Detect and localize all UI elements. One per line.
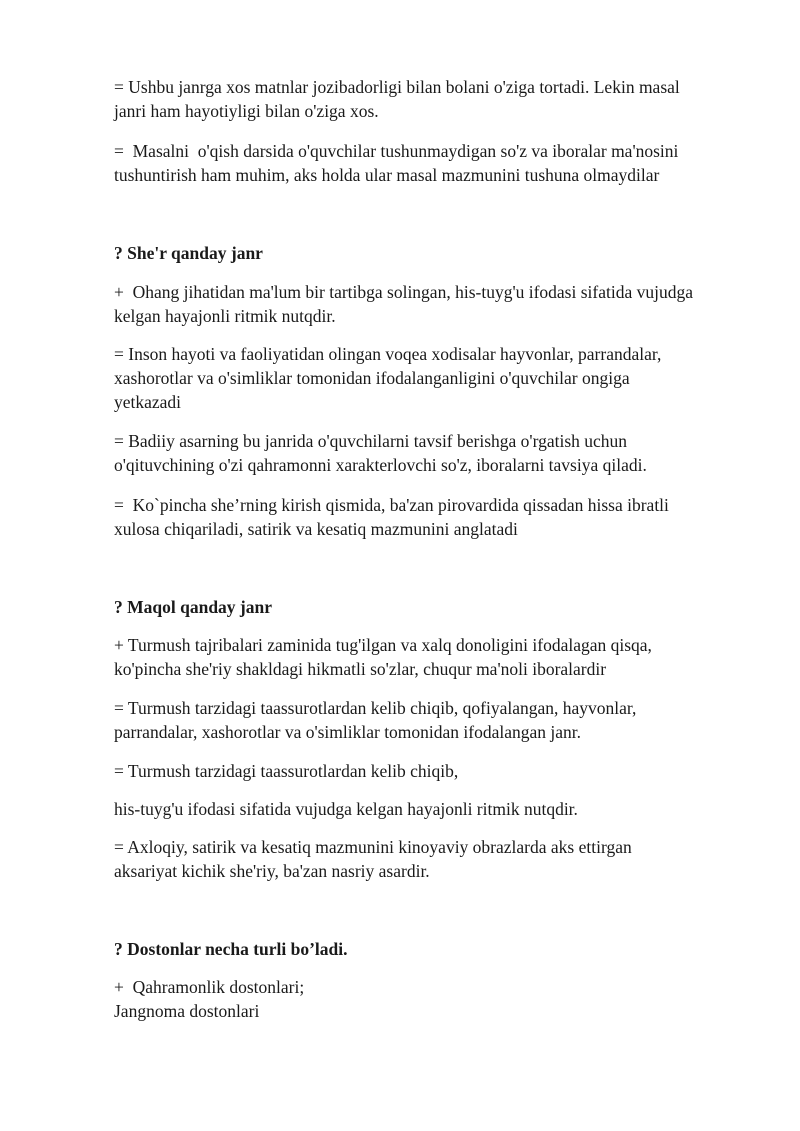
- text-line: yetkazadi: [114, 392, 182, 412]
- text-line: = Axloqiy, satirik va kesatiq mazmunini kinoyaviy obrazlarda aks ettirgan: [114, 837, 632, 857]
- answer-option: [114, 139, 754, 187]
- text-line: = Masalni o'qish darsida o'quvchilar tushunmaydigan so'z va iboralar ma'nosini: [114, 141, 679, 161]
- text-line: ko'pincha she'riy shakldagi hikmatli so'zlar, chuqur ma'noli iboralardir: [114, 659, 607, 679]
- text-line: = Turmush tarzidagi taassurotlardan kelib chiqib,: [114, 761, 459, 781]
- question-text: ? Maqol qanday janr: [114, 597, 273, 617]
- question-text: ? She'r qanday janr: [114, 243, 263, 263]
- answer-option-correct: [114, 633, 754, 681]
- answer-option-correct: [114, 280, 754, 328]
- answer-option-correct: [114, 975, 754, 1023]
- text-line: + Ohang jihatidan ma'lum bir tartibga solingan, his-tuyg'u ifodasi sifatida vujudga: [114, 282, 693, 302]
- text-line: his-tuyg'u ifodasi sifatida vujudga kelgan hayajonli ritmik nutqdir.: [114, 799, 578, 819]
- answer-option: [114, 429, 754, 477]
- question-text: ? Dostonlar necha turli bo’ladi.: [114, 939, 348, 959]
- text-line: xulosa chiqariladi, satirik va kesatiq mazmunini anglatadi: [114, 519, 518, 539]
- answer-continuation: [114, 797, 754, 821]
- text-line: kelgan hayajonli ritmik nutqdir.: [114, 306, 336, 326]
- answer-option: [114, 835, 754, 883]
- text-line: = Ko`pincha she’rning kirish qismida, ba'zan pirovardida qissadan hissa ibratli: [114, 495, 669, 515]
- question-heading: [114, 241, 754, 265]
- text-line: = Badiiy asarning bu janrida o'quvchilarni tavsif berishga o'rgatish uchun: [114, 431, 628, 451]
- answer-option: [114, 696, 754, 744]
- text-line: = Ushbu janrga xos matnlar jozibadorligi bilan bolani o'ziga tortadi. Lekin masal: [114, 77, 680, 97]
- question-heading: [114, 937, 754, 961]
- text-line: = Turmush tarzidagi taassurotlardan kelib chiqib, qofiyalangan, hayvonlar,: [114, 698, 637, 718]
- text-line: + Qahramonlik dostonlari;: [114, 977, 305, 997]
- answer-option: [114, 493, 754, 541]
- text-line: parrandalar, xashorotlar va o'simliklar tomonidan ifodalangan janr.: [114, 722, 582, 742]
- text-line: Jangnoma dostonlari: [114, 1001, 260, 1021]
- text-line: o'qituvchining o'zi qahramonni xarakterlovchi so'z, iboralarni tavsiya qiladi.: [114, 455, 647, 475]
- question-heading: [114, 595, 754, 619]
- text-line: janri ham hayotiyligi bilan o'ziga xos.: [114, 101, 379, 121]
- answer-option: [114, 342, 754, 414]
- text-line: xashorotlar va o'simliklar tomonidan ifodalanganligini o'quvchilar ongiga: [114, 368, 630, 388]
- answer-option: [114, 75, 754, 123]
- answer-option: [114, 759, 754, 783]
- text-line: aksariyat kichik she'riy, ba'zan nasriy asardir.: [114, 861, 430, 881]
- text-line: = Inson hayoti va faoliyatidan olingan voqea xodisalar hayvonlar, parrandalar,: [114, 344, 662, 364]
- text-line: tushuntirish ham muhim, aks holda ular masal mazmunini tushuna olmaydilar: [114, 165, 660, 185]
- text-line: + Turmush tajribalari zaminida tug'ilgan va xalq donoligini ifodalagan qisqa,: [114, 635, 652, 655]
